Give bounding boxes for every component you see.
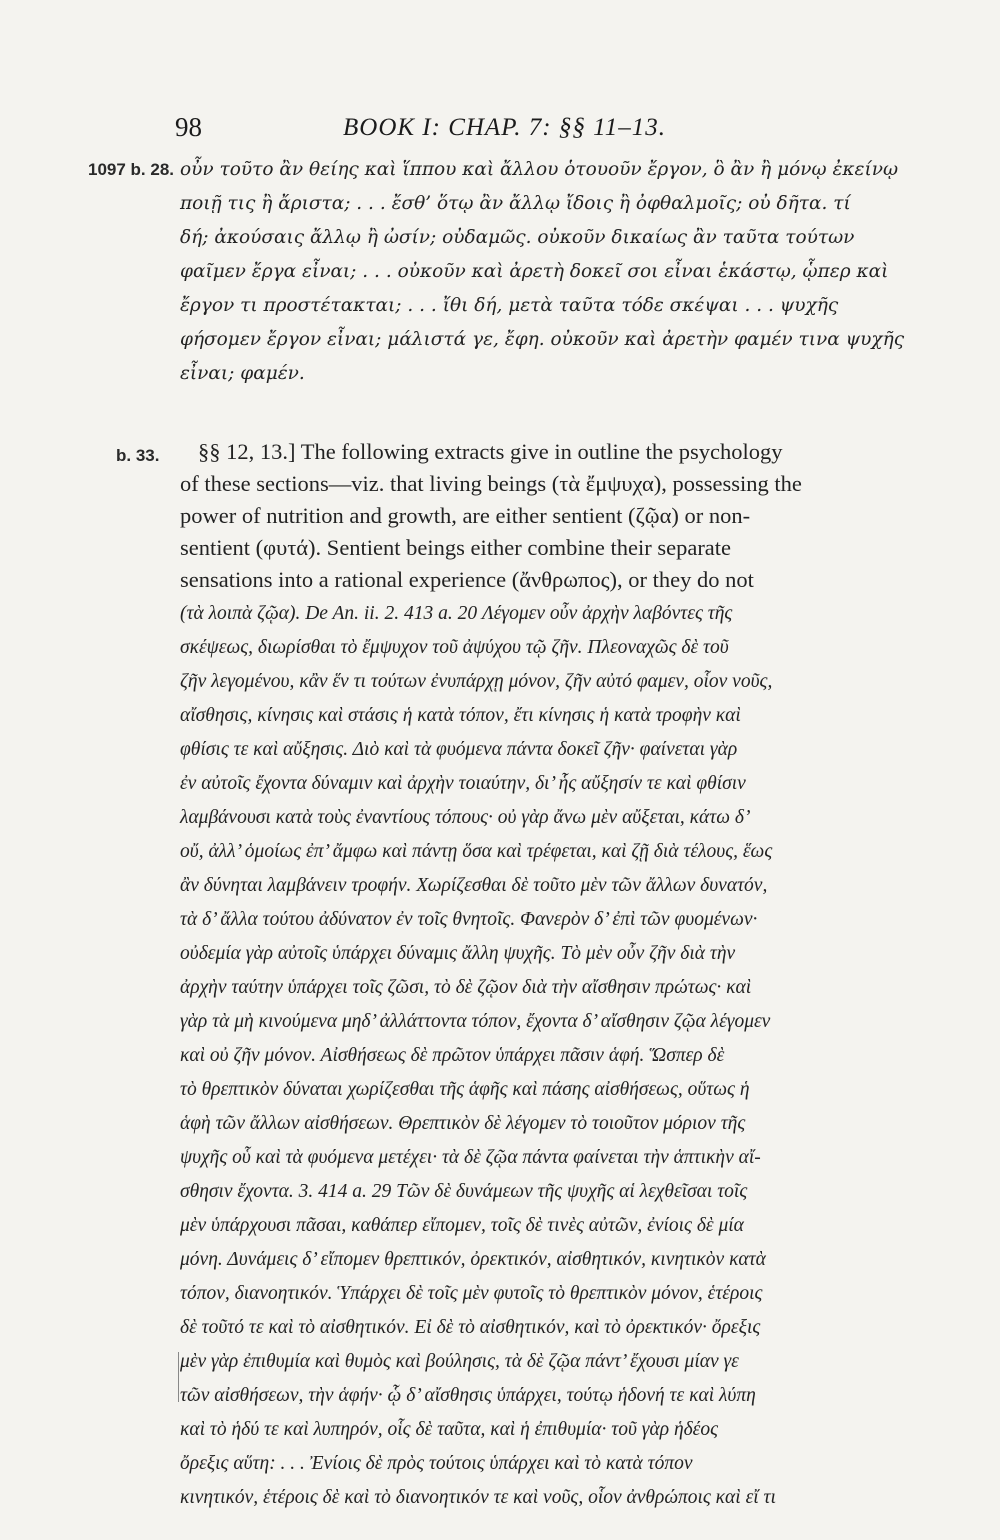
note-line: ἂν δύνηται λαμβάνειν τροφήν. Χωρίζεσθαι δὲ τοῦτο μὲν τῶν ἄλλων δυνατόν, bbox=[180, 875, 768, 896]
greek-line: δή; ἀκούσαις ἄλλῳ ἢ ὠσίν; οὐδαμῶς. οὐκοῦν δικαίως ἂν ταῦτα τούτων bbox=[180, 227, 855, 248]
note-line: λαμβάνουσι κατὰ τοὺς ἐναντίους τόπους· οὐ γὰρ ἄνω μὲν αὔξεται, κάτω δ’ bbox=[180, 807, 751, 828]
margin-rule bbox=[178, 1352, 179, 1402]
note-line: §§ 12, 13.] The following extracts give in outline the psychology bbox=[198, 439, 783, 464]
margin-reference: b. 33. bbox=[116, 446, 160, 465]
note-line: σθησιν ἔχοντα. 3. 414 a. 29 Τῶν δὲ δυνάμεων τῆς ψυχῆς αἱ λεχθεῖσαι τοῖς bbox=[180, 1181, 748, 1202]
note-line: κινητικόν, ἑτέροις δὲ καὶ τὸ διανοητικόν τε καὶ νοῦς, οἷον ἀνθρώποις καὶ εἴ τι bbox=[180, 1487, 776, 1508]
note-line: ψυχῆς οὗ καὶ τὰ φυόμενα μετέχει· τὰ δὲ ζῷα πάντα φαίνεται τὴν ἁπτικὴν αἴ- bbox=[180, 1147, 761, 1168]
greek-line: φαῖμεν ἔργα εἶναι; . . . οὐκοῦν καὶ ἀρετὴ δοκεῖ σοι εἶναι ἑκάστῳ, ᾧπερ καὶ bbox=[180, 261, 889, 282]
note-line: τὰ δ’ ἄλλα τούτου ἀδύνατον ἐν τοῖς θνητοῖς. Φανερὸν δ’ ἐπὶ τῶν φυομένων· bbox=[180, 909, 758, 930]
note-line: ἁφὴ τῶν ἄλλων αἰσθήσεων. Θρεπτικὸν δὲ λέγομεν τὸ τοιοῦτον μόριον τῆς bbox=[180, 1113, 746, 1134]
note-line: ἐν αὐτοῖς ἔχοντα δύναμιν καὶ ἀρχὴν τοιαύτην, δι’ ἧς αὔξησίν τε καὶ φθίσιν bbox=[180, 773, 746, 794]
running-head: BOOK I: CHAP. 7: §§ 11–13. bbox=[343, 114, 666, 141]
note-line: sensations into a rational experience (ἄνθρωπος), or they do not bbox=[180, 567, 754, 592]
note-line: of these sections—viz. that living beings (τὰ ἔμψυχα), possessing the bbox=[180, 471, 802, 496]
note-line: ὄρεξις αὕτη: . . . Ἐνίοις δὲ πρὸς τούτοις ὑπάρχει καὶ τὸ κατὰ τόπον bbox=[180, 1453, 693, 1474]
note-line: γὰρ τὰ μὴ κινούμενα μηδ’ ἀλλάττοντα τόπον, ἔχοντα δ’ αἴσθησιν ζῷα λέγομεν bbox=[180, 1011, 771, 1032]
note-line: καὶ τὸ ἡδύ τε καὶ λυπηρόν, οἷς δὲ ταῦτα, καὶ ἡ ἐπιθυμία· τοῦ γὰρ ἡδέος bbox=[180, 1419, 719, 1440]
note-line: οὔ, ἀλλ’ ὁμοίως ἐπ’ ἄμφω καὶ πάντῃ ὅσα καὶ τρέφεται, καὶ ζῇ διὰ τέλους, ἕως bbox=[180, 841, 773, 862]
greek-line: φήσομεν ἔργον εἶναι; μάλιστά γε, ἔφη. οὐκοῦν καὶ ἀρετὴν φαμέν τινα ψυχῆς bbox=[180, 329, 905, 350]
greek-line: οὖν τοῦτο ἂν θείης καὶ ἵππου καὶ ἄλλου ὁτουοῦν ἔργον, ὃ ἂν ἢ μόνῳ ἐκείνῳ bbox=[180, 159, 899, 180]
note-line: τὸ θρεπτικὸν δύναται χωρίζεσθαι τῆς ἁφῆς καὶ πάσης αἰσθήσεως, οὕτως ἡ bbox=[180, 1079, 750, 1100]
note-line: power of nutrition and growth, are either sentient (ζῷα) or non- bbox=[180, 503, 751, 528]
note-line: δὲ τοῦτό τε καὶ τὸ αἰσθητικόν. Εἰ δὲ τὸ αἰσθητικόν, καὶ τὸ ὀρεκτικόν· ὄρεξις bbox=[180, 1317, 761, 1338]
note-line: οὐδεμία γὰρ αὐτοῖς ὑπάρχει δύναμις ἄλλη ψυχῆς. Τὸ μὲν οὖν ζῆν διὰ τὴν bbox=[180, 943, 736, 964]
greek-line: εἶναι; φαμέν. bbox=[180, 363, 305, 384]
greek-line: ποιῇ τις ἢ ἄριστα; . . . ἔσθ’ ὅτῳ ἂν ἄλλῳ ἴδοις ἢ ὀφθαλμοῖς; οὐ δῆτα. τί bbox=[180, 193, 851, 214]
page-header bbox=[175, 112, 775, 152]
note-line: φθίσις τε καὶ αὔξησις. Διὸ καὶ τὰ φυόμενα πάντα δοκεῖ ζῆν· φαίνεται γὰρ bbox=[180, 739, 738, 760]
note-line: (τὰ λοιπὰ ζῷα). De An. ii. 2. 413 a. 20 Λέγομεν οὖν ἀρχὴν λαβόντες τῆς bbox=[180, 603, 733, 624]
note-line: τῶν αἰσθήσεων, τὴν ἁφήν· ᾧ δ’ αἴσθησις ὑπάρχει, τούτῳ ἡδονή τε καὶ λύπη bbox=[180, 1385, 756, 1406]
page-number: 98 bbox=[175, 112, 202, 142]
note-line: ζῆν λεγομένου, κἂν ἕν τι τούτων ἐνυπάρχῃ μόνον, ζῆν αὐτό φαμεν, οἷον νοῦς, bbox=[180, 671, 773, 692]
note-line: καὶ οὐ ζῆν μόνον. Αἰσθήσεως δὲ πρῶτον ὑπάρχει πᾶσιν ἁφή. Ὥσπερ δὲ bbox=[180, 1045, 725, 1066]
greek-line: ἔργον τι προστέτακται; . . . ἴθι δή, μετὰ ταῦτα τόδε σκέψαι . . . ψυχῆς bbox=[180, 295, 839, 316]
note-line: μὲν ὑπάρχουσι πᾶσαι, καθάπερ εἴπομεν, τοῖς δὲ τινὲς αὐτῶν, ἐνίοις δὲ μία bbox=[180, 1215, 744, 1236]
note-line: sentient (φυτά). Sentient beings either combine their separate bbox=[180, 535, 732, 560]
note-line: μὲν γὰρ ἐπιθυμία καὶ θυμὸς καὶ βούλησις, τὰ δὲ ζῷα πάντ’ ἔχουσι μίαν γε bbox=[180, 1351, 739, 1372]
note-line: σκέψεως, διωρίσθαι τὸ ἔμψυχον τοῦ ἀψύχου τῷ ζῆν. Πλεοναχῶς δὲ τοῦ bbox=[180, 637, 729, 658]
note-line: αἴσθησις, κίνησις καὶ στάσις ἡ κατὰ τόπον, ἔτι κίνησις ἡ κατὰ τροφὴν καὶ bbox=[180, 705, 741, 726]
margin-reference: 1097 b. 28. bbox=[88, 160, 175, 179]
note-line: μόνη. Δυνάμεις δ’ εἴπομεν θρεπτικόν, ὀρεκτικόν, αἰσθητικόν, κινητικὸν κατὰ bbox=[180, 1249, 766, 1270]
note-line: τόπον, διανοητικόν. Ὑπάρχει δὲ τοῖς μὲν φυτοῖς τὸ θρεπτικὸν μόνον, ἑτέροις bbox=[180, 1283, 763, 1304]
note-line: ἀρχὴν ταύτην ὑπάρχει τοῖς ζῶσι, τὸ δὲ ζῷον διὰ τὴν αἴσθησιν πρώτως· καὶ bbox=[180, 977, 752, 998]
